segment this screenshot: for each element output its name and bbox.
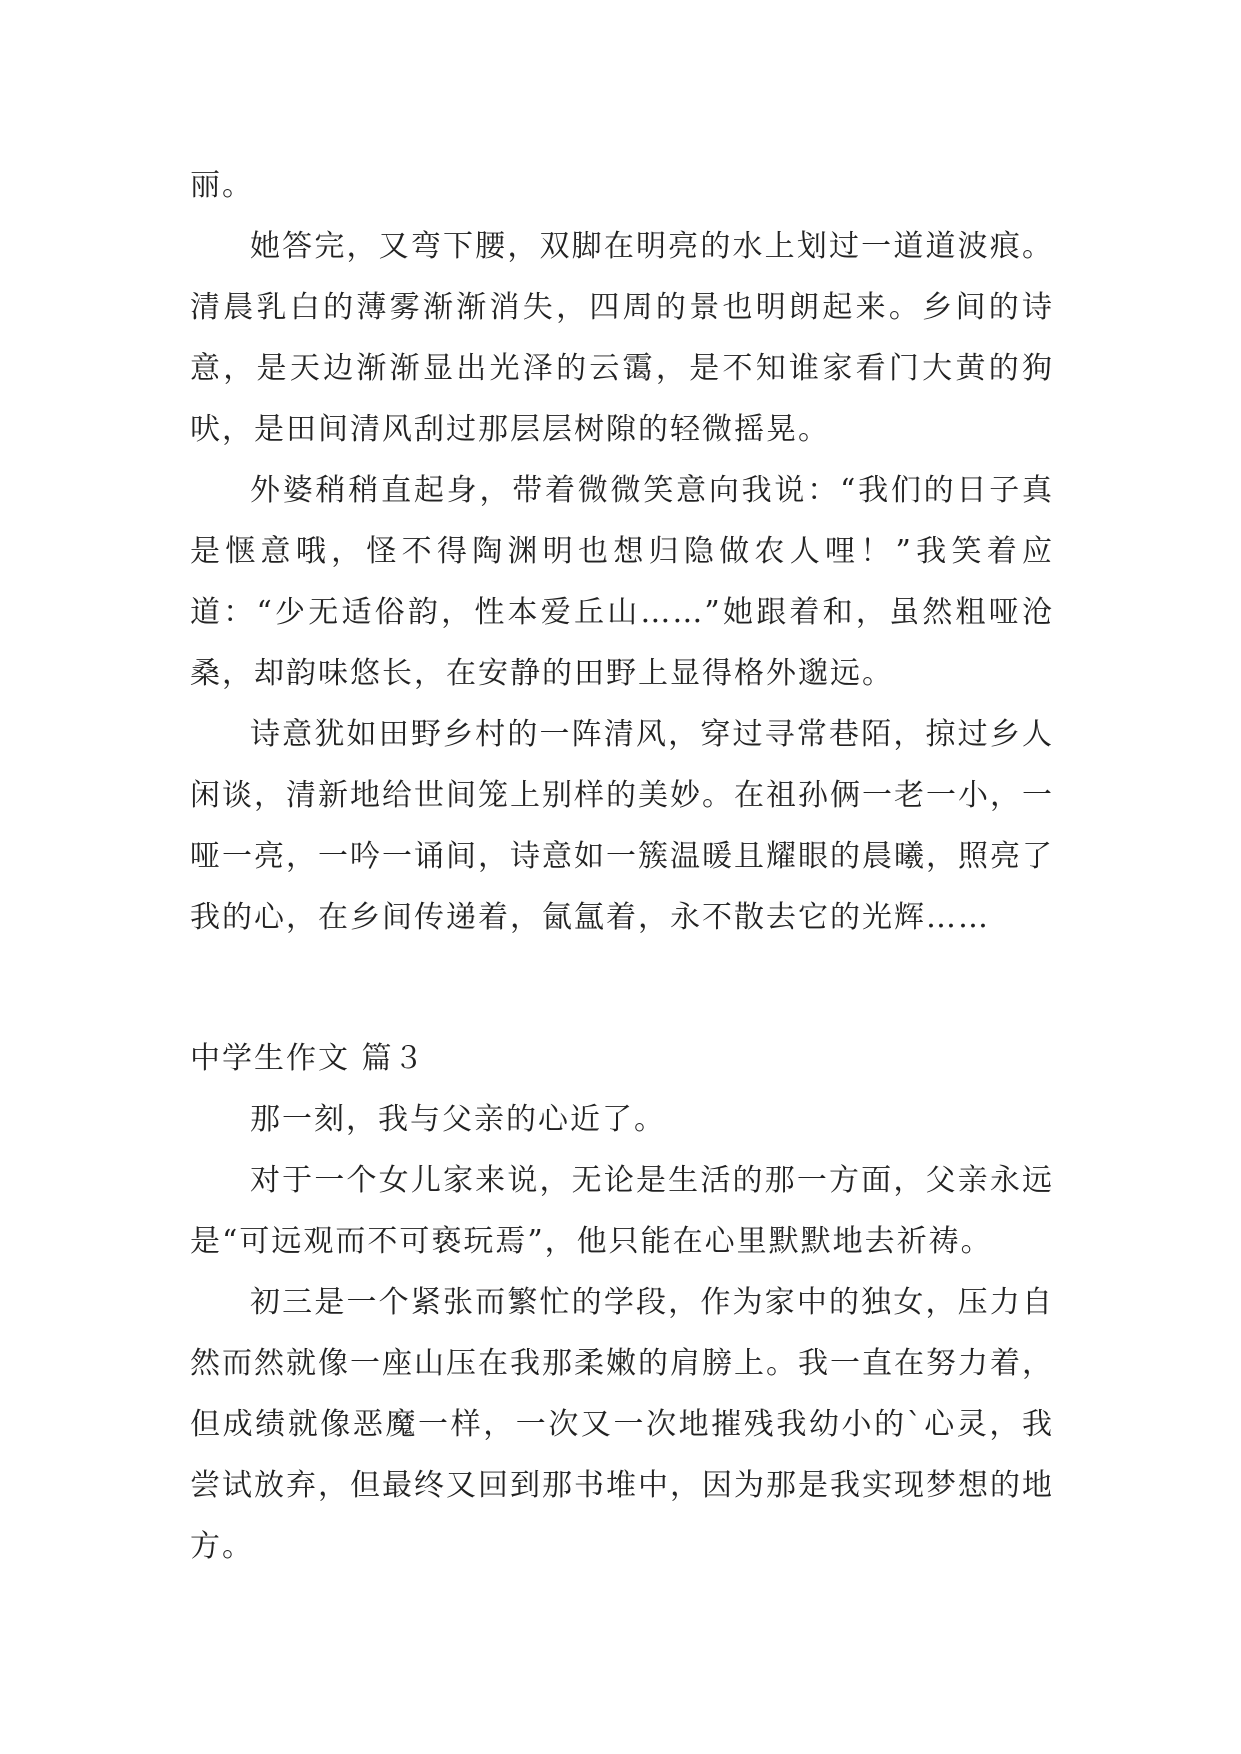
paragraph: 她答完，又弯下腰，双脚在明亮的水上划过一道道波痕。清晨乳白的薄雾渐渐消失，四周的景也明朗起来。乡间的诗意，是天边渐渐显出光泽的云霭，是不知谁家看门大黄的狗吠，是田间清风刮过那层层树隙的轻微摇晃。 [190,229,1054,447]
paragraph: 丽。 [190,168,254,203]
paragraph: 外婆稍稍直起身，带着微微笑意向我说：“我们的日子真是惬意哦，怪不得陶渊明也想归隐做农人哩！”我笑着应道：“少无适俗韵，性本爱丘山……”她跟着和，虽然粗哑沧桑，却韵味悠长，在安静的田野上显得格外邈远。 [190,473,1054,691]
paragraph: 初三是一个紧张而繁忙的学段，作为家中的独女，压力自然而然就像一座山压在我那柔嫩的肩膀上。我一直在努力着，但成绩就像恶魔一样，一次又一次地摧残我幼小的`心灵，我尝试放弃，但最终又回到那书堆中，因为那是我实现梦想的地方。 [190,1285,1054,1564]
section-heading: 中学生作文 篇３ [190,1041,426,1076]
paragraph: 诗意犹如田野乡村的一阵清风，穿过寻常巷陌，掠过乡人闲谈，清新地给世间笼上别样的美妙。在祖孙俩一老一小，一哑一亮，一吟一诵间，诗意如一簇温暖且耀眼的晨曦，照亮了我的心，在乡间传递着，氤氲着，永不散去它的光辉…… [190,717,1054,935]
paragraph: 那一刻，我与父亲的心近了。 [250,1102,666,1137]
paragraph: 对于一个女儿家来说，无论是生活的那一方面，父亲永远是“可远观而不可亵玩焉”，他只能在心里默默地去祈祷。 [190,1163,1054,1259]
essay-continuation [190,155,1054,948]
essay-section-3 [190,1028,1054,1577]
